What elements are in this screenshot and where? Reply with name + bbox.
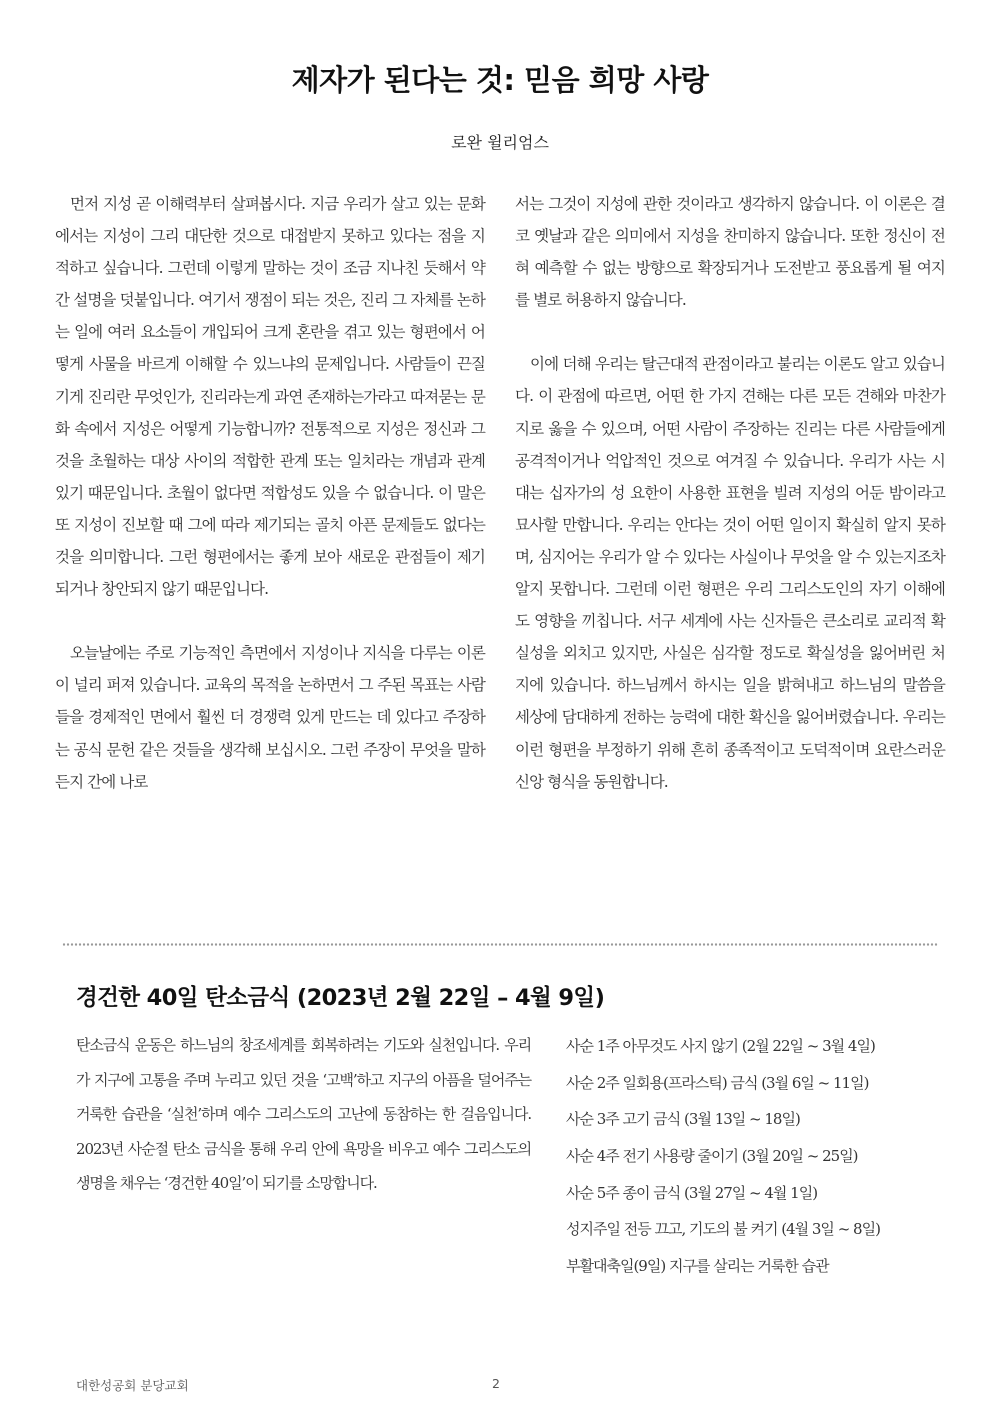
article-paragraph: 먼저 지성 곧 이해력부터 살펴봅시다. 지금 우리가 살고 있는 문화에서는 지성이 그리 대단한 것으로 대접받지 못하고 있다는 점을 지적하고 싶습니다. 그런데 이렇게 말하는 것이 조금 지나친 듯해서 약간 설명을 덧붙입니다. 여기서 쟁점이 되는 것은, 진리 그 자체를 논하는 일에 여러 요소들이 개입되어 크게 혼란을 겪고 있는 형편에서 어떻게 사물을 바르게 이해할 수 있느냐의 문제입니다. 사람들이 끈질기게 진리란 무엇인가, 진리라는게 과연 존재하는가라고 따져묻는 문화 속에서 지성은 어떻게 기능합니까? 전통적으로 지성은 정신과 그것을 초월하는 대상 사이의 적합한 관계 또는 일치라는 개념과 관계 있기 때문입니다. 초월이 없다면 적합성도 있을 수 없습니다. 이 말은 또 지성이 진보할 때 그에 따라 제기되는 골치 아픈 문제들도 없다는 것을 의미합니다. 그런 형편에서는 좋게 보아 새로운 관점들이 제기되거나 창안되지 않기 때문입니다.	[55, 195, 485, 599]
schedule-item: 사순 4주 전기 사용량 줄이기 (3월 20일 ~ 25일)	[566, 1147, 858, 1166]
article-column-left	[55, 188, 485, 798]
schedule-item: 성지주일 전등 끄고, 기도의 불 켜기 (4월 3일 ~ 8일)	[566, 1220, 880, 1239]
schedule-item: 부활대축일(9일) 지구를 살리는 거룩한 습관	[566, 1257, 829, 1276]
article-title: 제자가 된다는 것: 믿음 희망 사랑	[291, 63, 709, 97]
article-paragraph: 오늘날에는 주로 기능적인 측면에서 지성이나 지식을 다루는 이론이 널리 퍼져 있습니다. 교육의 목적을 논하면서 그 주된 목표는 사람들을 경제적인 면에서 훨씬 더 경쟁력 있게 만드는 데 있다고 주장하는 공식 문헌 같은 것들을 생각해 보십시오. 그런 주장이 무엇을 말하든지 간에 나로	[55, 644, 485, 791]
page-number: 2	[492, 1376, 500, 1391]
schedule-item: 사순 3주 고기 금식 (3월 13일 ~ 18일)	[566, 1110, 800, 1129]
dotted-divider	[62, 942, 938, 947]
footer-church-name: 대한성공회 분당교회	[76, 1378, 189, 1393]
article-paragraph: 이에 더해 우리는 탈근대적 관점이라고 불리는 이론도 알고 있습니다. 이 관점에 따르면, 어떤 한 가지 견해는 다른 모든 견해와 마찬가지로 옳을 수 있으며, 어떤 사람이 주장하는 진리는 다른 사람들에게 공격적이거나 억압적인 것으로 여겨질 수 있습니다. 우리가 사는 시대는 십자가의 성 요한이 사용한 표현을 빌려 지성의 어둔 밤이라고 묘사할 만합니다. 우리는 안다는 것이 어떤 일이지 확실히 알지 못하며, 심지어는 우리가 알 수 있다는 사실이나 무엇을 알 수 있는지조차 알지 못합니다. 그런데 이런 형편은 우리 그리스도인의 자기 이해에도 영향을 끼칩니다. 서구 세계에 사는 신자들은 큰소리로 교리적 확실성을 외치고 있지만, 사실은 심각할 정도로 확실성을 잃어버린 처지에 있습니다. 하느님께서 하시는 일을 밝혀내고 하느님의 말씀을 세상에 담대하게 전하는 능력에 대한 확신을 잃어버렸습니다. 우리는 이런 형편을 부정하기 위해 흔히 종족적이고 도덕적이며 요란스러운 신앙 형식을 동원합니다.	[515, 355, 945, 791]
carbon-fast-schedule	[566, 1028, 966, 1285]
carbon-fast-title: 경건한 40일 탄소금식 (2023년 2월 22일 – 4월 9일)	[76, 985, 605, 1011]
carbon-fast-intro: 탄소금식 운동은 하느님의 창조세계를 회복하려는 기도와 실천입니다. 우리가 지구에 고통을 주며 누리고 있던 것을 ‘고백’하고 지구의 아픔을 덜어주는 거룩한 습관을 ‘실천’하며 예수 그리스도의 고난에 동참하는 한 걸음입니다. 2023년 사순절 탄소 금식을 통해 우리 안에 욕망을 비우고 예수 그리스도의 생명을 채우는 ‘경건한 40일’이 되기를 소망합니다.	[76, 1036, 531, 1193]
schedule-item: 사순 1주 아무것도 사지 않기 (2월 22일 ~ 3월 4일)	[566, 1037, 875, 1055]
article-column-right	[515, 188, 945, 798]
schedule-item: 사순 5주 종이 금식 (3월 27일 ~ 4월 1일)	[566, 1183, 818, 1202]
article-author: 로완 윌리엄스	[451, 133, 549, 152]
article-paragraph: 서는 그것이 지성에 관한 것이라고 생각하지 않습니다. 이 이론은 결코 옛날과 같은 의미에서 지성을 찬미하지 않습니다. 또한 정신이 전혀 예측할 수 없는 방향으로 확장되거나 도전받고 풍요롭게 될 여지를 별로 허용하지 않습니다.	[515, 195, 945, 310]
schedule-item: 사순 2주 일회용(프라스틱) 금식 (3월 6일 ~ 11일)	[566, 1073, 869, 1092]
